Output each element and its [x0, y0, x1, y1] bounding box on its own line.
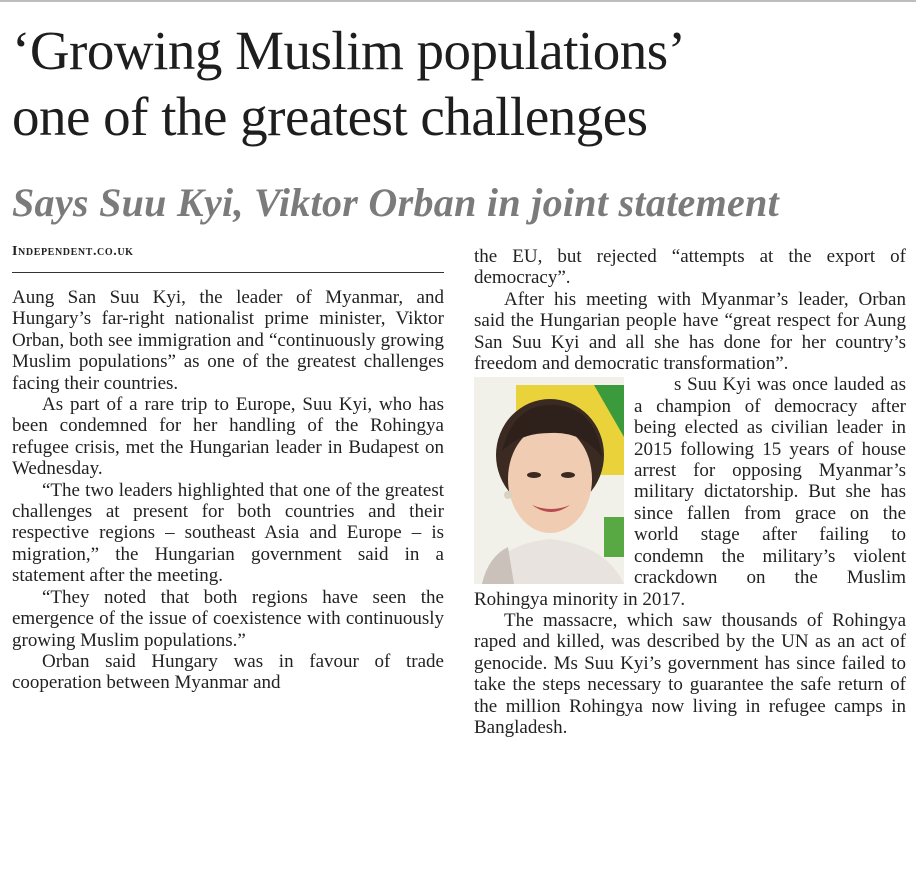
paragraph: s Suu Kyi was once lauded as a champion of democracy after being elected as civilian leader in 2015 following 15 years of house arrest for opposing Myanmar’s military dictatorship. But she has since fallen from grace on the world stage after failing to condemn the military’s violent crackdown on the Muslim Rohingya minority in 2017.	[474, 374, 906, 610]
paragraph: “The two leaders highlighted that one of the greatest challenges at present for both countries and their respective regions – southeast Asia and Europe – is migration,” the Hungarian government said in a statement after the meeting.	[12, 479, 444, 587]
paragraph: The massacre, which saw thousands of Rohingya raped and killed, was described by the UN as an act of genocide. Ms Suu Kyi’s government has since failed to take the steps necessary to guarantee the safe return of the million Rohingya now living in refugee camps in Bangladesh.	[474, 609, 906, 738]
paragraph: After his meeting with Myanmar’s leader, Orban said the Hungarian people have “great respect for Aung San Suu Kyi and all she has done for her country’s freedom and democratic transformation”.	[474, 288, 906, 375]
headline	[12, 18, 912, 150]
right-column	[474, 246, 906, 738]
byline-rule	[12, 272, 444, 273]
subheadline: Says Suu Kyi, Viktor Orban in joint statement	[12, 180, 780, 225]
portrait-illustration	[474, 377, 624, 584]
paragraph: the EU, but rejected “attempts at the export of democracy”.	[474, 246, 906, 289]
source-byline: Independent.co.uk	[12, 244, 134, 259]
portrait-photo	[474, 377, 624, 584]
headline-line-1: ‘Growing Muslim populations’	[12, 20, 686, 81]
left-column	[12, 287, 444, 694]
paragraph: As part of a rare trip to Europe, Suu Kyi, who has been condemned for her handling of the Rohingya refugee crisis, met the Hungarian leader in Budapest on Wednesday.	[12, 394, 444, 480]
paragraph: “They noted that both regions have seen the emergence of the issue of coexistence with continuously growing Muslim populations.”	[12, 586, 444, 651]
paragraph: Orban said Hungary was in favour of trade cooperation between Myanmar and	[12, 650, 444, 694]
paragraph: Aung San Suu Kyi, the leader of Myanmar, and Hungary’s far-right nationalist prime minister, Viktor Orban, both see immigration and “continuously growing Muslim populations” as one of the greatest challenges facing their countries.	[12, 287, 444, 394]
top-rule	[0, 0, 916, 2]
headline-line-2: one of the greatest challenges	[12, 86, 648, 147]
